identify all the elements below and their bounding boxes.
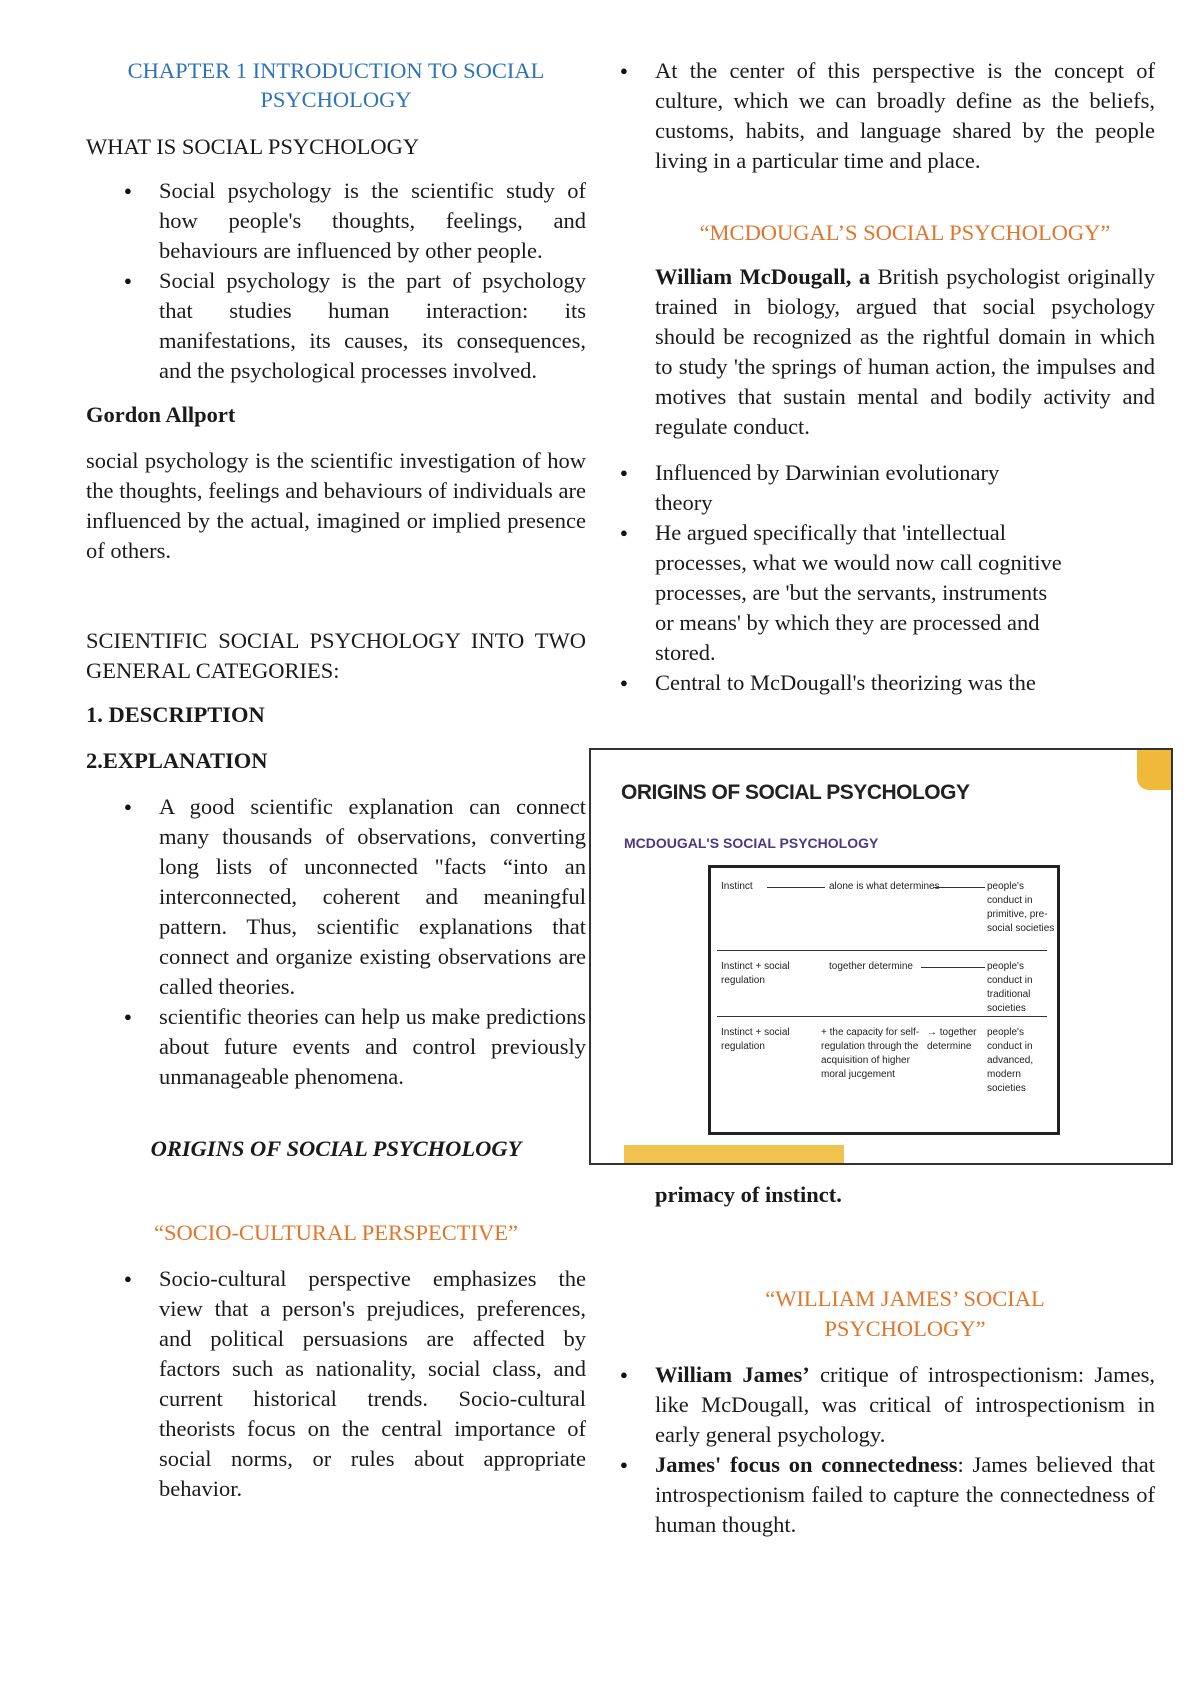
slide-bottom-accent (624, 1145, 844, 1163)
list-item: ● He argued specifically that 'intellectual processes, what we would now call cognitive processes, are 'but the servants, instruments or means' by which they are processed and stored. (582, 518, 1062, 668)
slide-cell: Instinct + social regulation (721, 1027, 790, 1052)
arrow-line (767, 887, 825, 888)
james-bold: William James’ (655, 1362, 810, 1387)
mcdougal-list (582, 458, 1062, 698)
james-text: critique of introspectionism: James, like McDougall, was critical of introspectionism in early general psychology. (655, 1362, 1155, 1447)
socio-cultural-heading: “SOCIO-CULTURAL PERSPECTIVE” (154, 1220, 518, 1245)
slide-cell: → together determine (927, 1027, 977, 1052)
slide-cell: people's conduct in primitive, pre-social societies (987, 881, 1055, 934)
mcdougal-text: British psychologist originally trained in biology, argued that social psychology should be recognized as the rightful domain in which to study 'the springs of human action, the impulses and motives that sustain mental and bodily activity and regulate conduct. (655, 264, 1155, 439)
allport-name: Gordon Allport (86, 402, 236, 427)
slide-corner-accent (1137, 750, 1171, 790)
right-column-lower (655, 1180, 1155, 1540)
mcdougal-heading: “MCDOUGAL’S SOCIAL PSYCHOLOGY” (699, 220, 1111, 245)
slide-table (708, 865, 1060, 1135)
list-item (582, 1450, 1155, 1540)
list-item: ● Social psychology is the part of psychology that studies human interaction: its manifestations, its causes, its consequences, and the psychological processes involved. (86, 266, 586, 386)
james-bold: James' focus on connectedness (655, 1452, 958, 1477)
slide-title: ORIGINS OF SOCIAL PSYCHOLOGY (621, 781, 970, 804)
slide-cell: + the capacity for self-regulation through the acquisition of higher moral jucgement (821, 1027, 920, 1080)
explanation-list (86, 792, 586, 1092)
categories-heading: SCIENTIFIC SOCIAL PSYCHOLOGY INTO TWO GENERAL CATEGORIES: (86, 628, 586, 683)
origins-heading: ORIGINS OF SOCIAL PSYCHOLOGY (150, 1136, 522, 1161)
table-divider (717, 950, 1047, 951)
left-column (86, 56, 586, 1504)
arrow-line (933, 887, 985, 888)
mcdougal-name: William McDougall, a (655, 264, 871, 289)
mcdougal-paragraph (655, 262, 1155, 442)
what-is-heading: WHAT IS SOCIAL PSYCHOLOGY (86, 134, 420, 159)
arrow-line (921, 967, 985, 968)
list-item: ● Influenced by Darwinian evolutionary theory (582, 458, 1062, 518)
explanation-item: 2.EXPLANATION (86, 748, 268, 773)
chapter-title: CHAPTER 1 INTRODUCTION TO SOCIAL PSYCHOLOGY (127, 58, 545, 112)
culture-list (582, 56, 1155, 176)
list-item (582, 1360, 1155, 1450)
slide-cell: people's conduct in traditional societies (987, 961, 1033, 1014)
slide-cell: alone is what determines (829, 881, 940, 892)
allport-definition: social psychology is the scientific investigation of how the thoughts, feelings and behaviours of individuals are influenced by the actual, imagined or implied presence of others. (86, 448, 586, 563)
list-item: ● Central to McDougall's theorizing was the (582, 668, 1062, 698)
james-text: : James believed that introspectionism failed to capture the connectedness of human thought. (655, 1452, 1155, 1537)
list-item: ● A good scientific explanation can connect many thousands of observations, converting long lists of unconnected "facts “into an interconnected, coherent and meaningful pattern. Thus, scientific explanations that connect and organize existing observations are called theories. (86, 792, 586, 1002)
slide-cell: Instinct (721, 881, 753, 892)
list-item: ● Socio-cultural perspective emphasizes the view that a person's prejudices, preferences, and political persuasions are affected by factors such as nationality, social class, and current historical trends. Socio-cultural theorists focus on the central importance of social norms, or rules about appropriate behavior. (86, 1264, 586, 1504)
socio-cultural-list (86, 1264, 586, 1504)
list-item: ● At the center of this perspective is the concept of culture, which we can broadly define as the beliefs, customs, habits, and language shared by the people living in a particular time and place. (582, 56, 1155, 176)
what-is-list (86, 176, 586, 386)
table-divider (717, 1016, 1047, 1017)
james-list (582, 1360, 1155, 1540)
slide-subtitle: MCDOUGAL'S SOCIAL PSYCHOLOGY (624, 835, 879, 851)
james-heading: “WILLIAM JAMES’ SOCIAL PSYCHOLOGY” (765, 1286, 1045, 1341)
slide-cell: people's conduct in advanced, modern societies (987, 1027, 1034, 1094)
primacy-text: primacy of instinct. (655, 1182, 842, 1207)
right-column (655, 56, 1155, 698)
mcdougal-slide-image (589, 748, 1173, 1165)
slide-cell: Instinct + social regulation (721, 961, 790, 986)
list-item: ● Social psychology is the scientific study of how people's thoughts, feelings, and behaviours are influenced by other people. (86, 176, 586, 266)
description-item: 1. DESCRIPTION (86, 702, 265, 727)
slide-cell: together determine (829, 961, 913, 972)
list-item: ● scientific theories can help us make predictions about future events and control previously unmanageable phenomena. (86, 1002, 586, 1092)
